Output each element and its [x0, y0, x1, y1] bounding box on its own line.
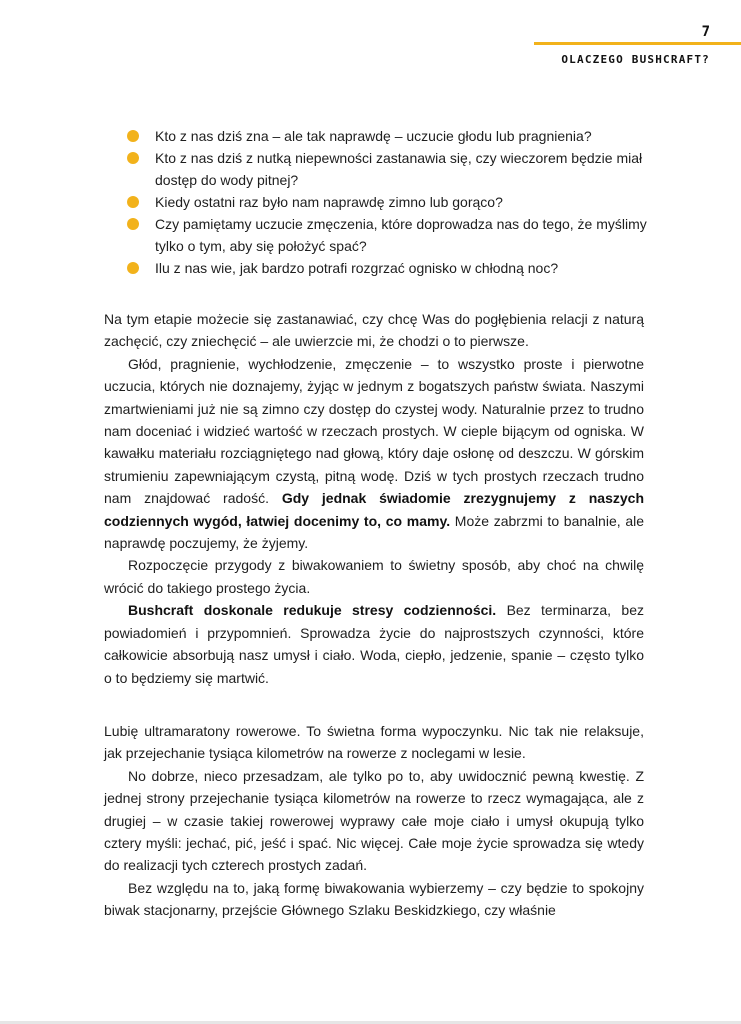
paragraph: Lubię ultramaratony rowerowe. To świetna forma wypoczynku. Nic tak nie relaksuje, jak przejechanie tysiąca kilometrów na rowerze z noclegami w lesie.: [104, 723, 644, 762]
list-item-text: Kto z nas dziś zna – ale tak naprawdę – uczucie głodu lub pragnienia?: [155, 128, 592, 144]
paragraph: [104, 353, 644, 555]
paragraph: [104, 599, 644, 689]
yellow-dot-icon: [127, 262, 139, 274]
yellow-dot-icon: [127, 218, 139, 230]
list-item: [124, 147, 654, 191]
list-item-text: Kto z nas dziś z nutką niepewności zastanawia się, czy wieczorem będzie miał dostęp do wody pitnej?: [155, 150, 643, 188]
paragraph-text: Może zabrzmi to banalnie, ale naprawdę poczujemy, że żyjemy.: [104, 512, 644, 552]
paragraph-text: Bez terminarza, bez powiadomień i przypomnień. Sprowadza życie do najprostszych czynności, które całkowicie absorbują nasz umysł i ciało. Woda, ciepło, jedzenie, spanie – często tylko o to będziemy się martwić.: [104, 602, 644, 686]
list-item-text: Kiedy ostatni raz było nam naprawdę zimno lub gorąco?: [155, 194, 503, 210]
list-item-text: Czy pamiętamy uczucie zmęczenia, które doprowadza nas do tego, że myślimy tylko o tym, aby się położyć spać?: [155, 216, 647, 254]
page-number: 7: [701, 24, 710, 40]
yellow-dot-icon: [127, 196, 139, 208]
paragraph: Na tym etapie możecie się zastanawiać, czy chcę Was do pogłębienia relacji z naturą zachęcić, czy zniechęcić – ale uwierzcie mi, że chodzi o to pierwsze.: [104, 311, 644, 350]
bold-emphasis: Bushcraft doskonale redukuje stresy codzienności.: [128, 602, 497, 619]
paragraph: Rozpoczęcie przygody z biwakowaniem to świetny sposób, aby choć na chwilę wrócić do takiego prostego życia.: [104, 557, 644, 596]
running-head: OLACZEGO BUSHCRAFT?: [561, 53, 710, 66]
paragraph: Bez względu na to, jaką formę biwakowania wybierzemy – czy będzie to spokojny biwak stacjonarny, przejście Głównego Szlaku Beskidzkiego, czy właśnie: [104, 879, 644, 919]
list-item: [124, 257, 654, 279]
list-item: [124, 125, 654, 147]
yellow-dot-icon: [127, 152, 139, 164]
paragraph: No dobrze, nieco przesadzam, ale tylko po to, aby uwidocznić pewną kwestię. Z jednej strony przejechanie tysiąca kilometrów na rowerze to rzecz wymagająca, ale z drugiej – w czasie takiej rowerowej wyprawy całe moje ciało i umysł okupują tylko cztery myśli: jechać, pić, jeść i spać. Nic więcej. Całe moje życie sprowadza się wtedy do realizacji tych czterech prostych zadań.: [104, 767, 644, 874]
body-section-1: [104, 308, 644, 689]
body-section-2: [104, 720, 644, 922]
yellow-dot-icon: [127, 130, 139, 142]
header-accent-rule: [534, 42, 741, 45]
bold-emphasis: Gdy jednak świadomie zrezygnujemy z naszych codziennych wygód, łatwiej docenimy to, co mamy.: [104, 490, 645, 529]
list-item: [124, 191, 654, 213]
list-item: [124, 213, 654, 257]
question-list: [124, 125, 654, 279]
paragraph-text: Głód, pragnienie, wychłodzenie, zmęczenie – to wszystko proste i pierwotne uczucia, których nie doznajemy, żyjąc w jednym z bogatszych państw świata. Naszymi zmartwieniami już nie są zimno czy dostęp do czystej wody. Naturalnie przez to trudno nam doceniać i widzieć wartość w rzeczach prostych. W cieple bijącym od ogniska. W kawałku materiału rozciągniętego nad głową, który daje osłonę od deszczu. W górskim strumieniu zapewniającym czystą, pitną wodę. Dziś w tych prostych rzeczach trudno nam znajdować radość.: [104, 355, 644, 507]
list-item-text: Ilu z nas wie, jak bardzo potrafi rozgrzać ognisko w chłodną noc?: [155, 260, 559, 276]
